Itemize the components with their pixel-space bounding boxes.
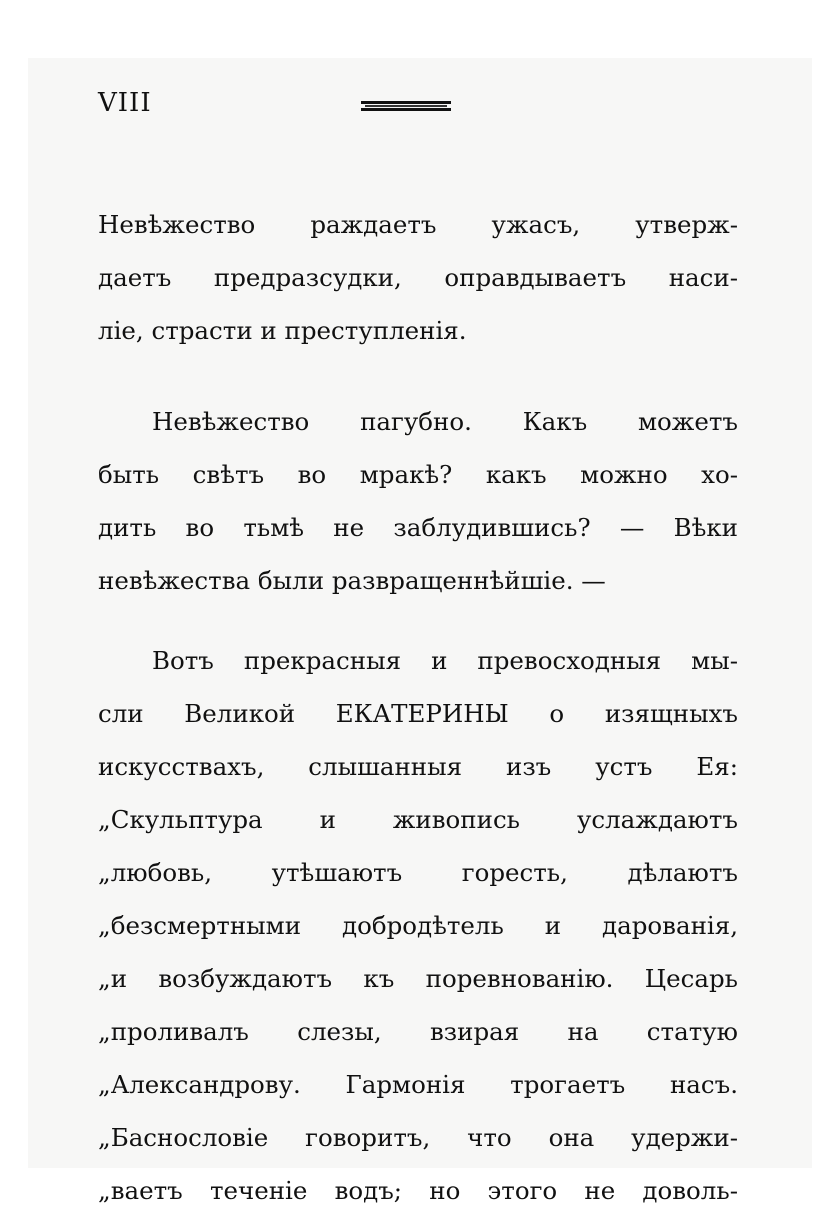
- text-line: невѣжества были развращеннѣйшіе. —: [98, 566, 606, 595]
- paragraph-2: [98, 395, 738, 607]
- paragraph-1: [98, 198, 738, 357]
- text-line: дить во тьмѣ не заблудившись? — Вѣки: [98, 513, 738, 542]
- text-line: „и возбуждаютъ къ поревнованію. Цесарь: [98, 964, 738, 993]
- text-line: „проливалъ слезы, взирая на статую: [98, 1017, 738, 1046]
- book-page: [28, 58, 812, 1205]
- header-ornament-rule: [361, 100, 451, 112]
- text-line: искусствахъ, слышанныя изъ устъ Ея:: [98, 752, 738, 781]
- text-line: даетъ предразсудки, оправдываетъ наси-: [98, 263, 738, 292]
- text-line: „Александрову. Гармонія трогаетъ насъ.: [98, 1070, 738, 1099]
- text-line: „Баснословіе говоритъ, что она удержи-: [98, 1123, 738, 1152]
- text-line: Невѣжество раждаетъ ужасъ, утверж-: [98, 210, 738, 239]
- text-line: быть свѣтъ во мракѣ? какъ можно хо-: [98, 460, 738, 489]
- page-number: VIII: [98, 88, 152, 118]
- text-line: Вотъ прекрасныя и превосходныя мы-: [152, 646, 738, 675]
- text-line: „ваетъ теченіе водъ; но этого не доволь-: [98, 1176, 738, 1205]
- page-header: [28, 88, 812, 124]
- text-line: „любовь, утѣшаютъ горесть, дѣлаютъ: [98, 858, 738, 887]
- paragraph-3: [98, 634, 738, 1217]
- text-line: „Скульптура и живопись услаждаютъ: [98, 805, 738, 834]
- text-line: сли Великой ЕКАТЕРИНЫ о изящныхъ: [98, 699, 738, 728]
- text-line: ліе, страсти и преступленія.: [98, 316, 467, 345]
- text-line: Невѣжество пагубно. Какъ можетъ: [152, 407, 738, 436]
- text-line: „безсмертными добродѣтель и дарованія,: [98, 911, 738, 940]
